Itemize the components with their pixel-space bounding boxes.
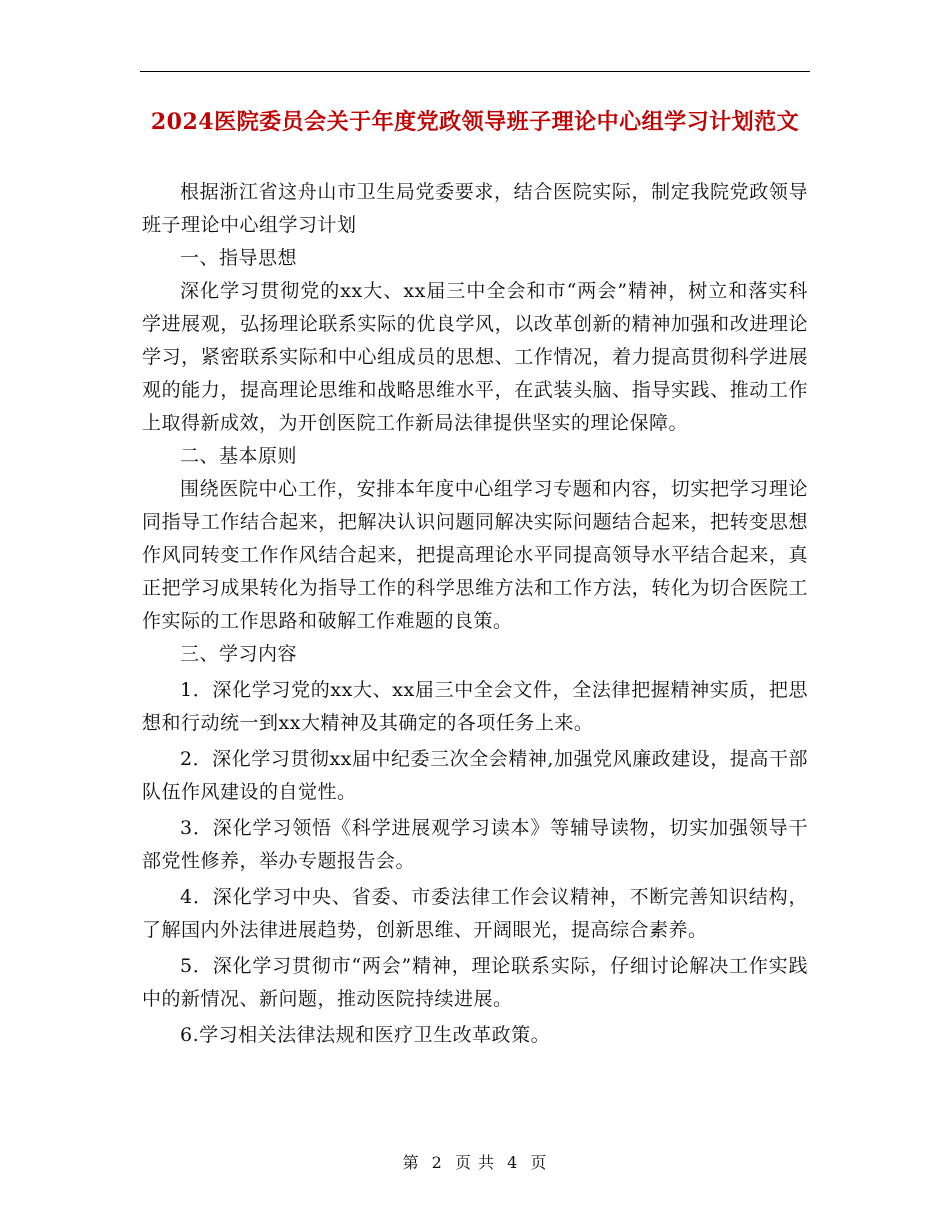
study-item: 2．深化学习贯彻xx届中纪委三次全会精神,加强党风廉政建设，提高干部队伍作风建设的自觉性。	[142, 748, 808, 803]
section-heading-guiding-ideology: 一、指导思想	[180, 247, 298, 269]
basic-principles-paragraph: 围绕医院中心工作，安排本年度中心组学习专题和内容，切实把学习理论同指导工作结合起来，把解决认识问题同解决实际问题结合起来，把转变思想作风同转变工作作风结合起来，把提高理论水平同提高领导水平结合起来，真正把学习成果转化为指导工作的科学思维方法和工作方法，转化为切合医院工作实际的工作思路和破解工作难题的良策。	[142, 478, 808, 632]
footer-total-pages: 4	[507, 1153, 519, 1172]
footer-suffix: 页	[530, 1153, 548, 1172]
section-heading-study-content: 三、学习内容	[180, 643, 298, 665]
study-item: 4．深化学习中央、省委、市委法律工作会议精神，不断完善知识结构，了解国内外法律进展趋势，创新思维、开阔眼光，提高综合素养。	[142, 886, 808, 941]
study-item: 3．深化学习领悟《科学进展观学习读本》等辅导读物，切实加强领导干部党性修养，举办专题报告会。	[142, 817, 808, 872]
footer-middle: 页 共	[454, 1153, 496, 1172]
intro-paragraph: 根据浙江省这舟山市卫生局党委要求，结合医院实际，制定我院党政领导班子理论中心组学习计划	[142, 181, 808, 236]
study-item: 6.学习相关法律法规和医疗卫生改革政策。	[180, 1024, 551, 1046]
page-footer	[0, 1152, 950, 1174]
study-item: 1．深化学习党的xx大、xx届三中全会文件，全法律把握精神实质，把思想和行动统一到xx大精神及其确定的各项任务上来。	[142, 679, 808, 734]
document-body	[142, 176, 808, 1052]
footer-page-number: 2	[431, 1153, 443, 1172]
document-title: 2024医院委员会关于年度党政领导班子理论中心组学习计划范文	[150, 109, 800, 135]
study-item: 5．深化学习贯彻市“两会”精神，理论联系实际，仔细讨论解决工作实践中的新情况、新问题，推动医院持续进展。	[142, 955, 808, 1010]
header-divider	[140, 71, 810, 72]
footer-prefix: 第	[402, 1153, 420, 1172]
guiding-ideology-paragraph: 深化学习贯彻党的xx大、xx届三中全会和市“两会”精神，树立和落实科学进展观，弘扬理论联系实际的优良学风，以改革创新的精神加强和改进理论学习，紧密联系实际和中心组成员的思想、工作情况，着力提高贯彻科学进展观的能力，提高理论思维和战略思维水平，在武装头脑、指导实践、推动工作上取得新成效，为开创医院工作新局法律提供坚实的理论保障。	[142, 280, 808, 434]
section-heading-basic-principles: 二、基本原则	[180, 445, 298, 467]
